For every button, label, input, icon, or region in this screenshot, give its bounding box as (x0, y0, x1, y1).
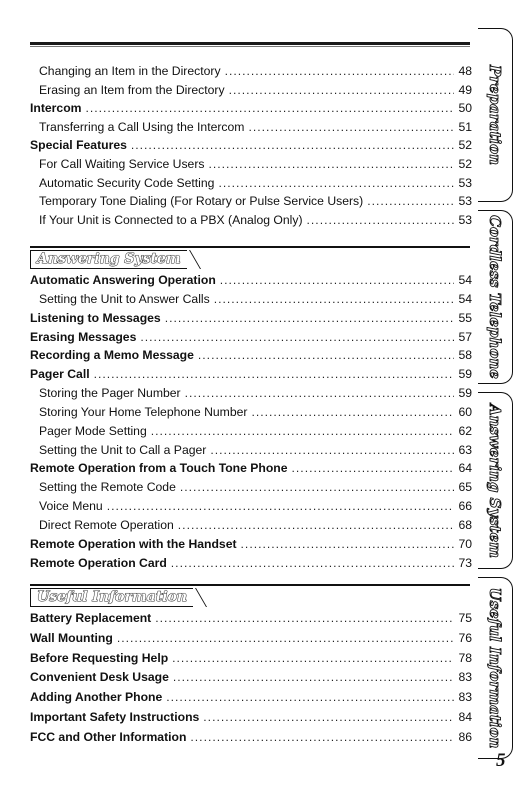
toc-entry-page: 58 (458, 348, 472, 363)
toc-entry[interactable] (30, 348, 472, 367)
toc-entry-page: 62 (458, 423, 472, 438)
toc-entry-title: Pager Mode Setting (39, 423, 147, 438)
toc-entry-title: Erasing Messages (30, 329, 137, 344)
page-number: 5 (496, 750, 506, 771)
toc-entry-page: 76 (458, 630, 472, 645)
side-tab-answering-system[interactable] (478, 392, 513, 569)
toc-entry-page: 78 (458, 650, 472, 665)
toc-entry-page: 65 (458, 480, 472, 495)
toc-entry[interactable] (30, 101, 472, 120)
toc-entry-title: Special Features (30, 138, 127, 153)
toc-entry-page: 83 (458, 690, 472, 705)
side-tab-label: Answering System (486, 403, 504, 558)
toc-section-useful-information (30, 611, 472, 750)
toc-entry[interactable] (30, 157, 472, 176)
toc-entry-page: 86 (458, 729, 472, 744)
dot-leader (218, 176, 454, 190)
toc-entry[interactable] (30, 292, 472, 311)
toc-entry-page: 53 (458, 175, 472, 190)
dot-leader (178, 518, 455, 532)
toc-entry-title: Remote Operation Card (30, 555, 167, 570)
dot-leader (220, 273, 455, 287)
toc-entry-title: Important Safety Instructions (30, 709, 200, 724)
side-tab-preparation[interactable] (478, 28, 513, 202)
dot-leader (173, 670, 455, 684)
toc-entry-page: 64 (458, 461, 472, 476)
dot-leader (210, 443, 454, 457)
toc-entry-page: 75 (458, 611, 472, 625)
dot-leader (85, 101, 454, 115)
toc-entry[interactable] (30, 710, 472, 730)
toc-entry-page: 63 (458, 442, 472, 457)
side-tab-useful-information[interactable] (478, 577, 513, 759)
toc-entry-page: 54 (458, 291, 472, 306)
toc-entry-page: 54 (458, 273, 472, 287)
side-tab-label: Useful Information (486, 587, 504, 749)
toc-entry[interactable] (30, 480, 472, 499)
toc-entry[interactable] (30, 367, 472, 386)
dot-leader (185, 386, 455, 400)
toc-entry-title: Automatic Security Code Setting (39, 175, 215, 190)
toc-entry-title: Transferring a Call Using the Intercom (39, 119, 245, 134)
toc-entry-page: 55 (458, 310, 472, 325)
toc-entry[interactable] (30, 64, 472, 83)
top-rule (30, 42, 470, 45)
dot-leader (166, 690, 454, 704)
toc-entry-page: 53 (458, 194, 472, 209)
toc-entry-title: Temporary Tone Dialing (For Rotary or Pulse Service Users) (39, 194, 364, 209)
top-rule-thin (30, 46, 470, 47)
toc-entry[interactable] (30, 651, 472, 671)
dot-leader (131, 138, 455, 152)
toc-entry[interactable] (30, 120, 472, 139)
toc-entry-title: Setting the Unit to Call a Pager (39, 442, 207, 457)
toc-entry[interactable] (30, 443, 472, 462)
toc-entry-page: 49 (458, 82, 472, 97)
toc-entry[interactable] (30, 556, 472, 575)
section-header-useful-information (30, 584, 470, 608)
dot-leader (198, 348, 455, 362)
toc-entry-title: Battery Replacement (30, 611, 152, 625)
dot-leader (94, 367, 455, 381)
toc-entry-title: Automatic Answering Operation (30, 273, 216, 287)
toc-entry-page: 48 (458, 64, 472, 78)
section-header-answering-system (30, 246, 470, 270)
dot-leader (180, 480, 455, 494)
toc-entry-page: 73 (458, 555, 472, 570)
toc-entry[interactable] (30, 537, 472, 556)
toc-entry-title: Listening to Messages (30, 310, 161, 325)
dot-leader (165, 311, 455, 325)
toc-entry[interactable] (30, 670, 472, 690)
toc-entry-title: Remote Operation with the Handset (30, 536, 237, 551)
dot-leader (107, 499, 455, 513)
toc-entry[interactable] (30, 194, 472, 213)
dot-leader (117, 631, 455, 645)
dot-leader (292, 461, 455, 475)
toc-entry-page: 51 (458, 119, 472, 134)
toc-entry[interactable] (30, 424, 472, 443)
dot-leader (208, 157, 454, 171)
toc-entry-title: Erasing an Item from the Directory (39, 82, 225, 97)
side-tab-label: Preparation (486, 64, 504, 166)
toc-entry-page: 70 (458, 536, 472, 551)
toc-entry[interactable] (30, 138, 472, 157)
dot-leader (229, 83, 455, 97)
toc-entry-title: If Your Unit is Connected to a PBX (Analog Only) (39, 212, 303, 227)
toc-entry-page: 59 (458, 386, 472, 401)
toc-entry[interactable] (30, 518, 472, 537)
toc-entry-page: 52 (458, 138, 472, 153)
toc-entry-title: Storing Your Home Telephone Number (39, 404, 248, 419)
toc-entry-page: 60 (458, 404, 472, 419)
toc-section-continued (30, 64, 472, 231)
dot-leader (241, 537, 455, 551)
toc-entry[interactable] (30, 83, 472, 102)
toc-entry[interactable] (30, 730, 472, 750)
toc-entry-title: Changing an Item in the Directory (39, 64, 221, 78)
toc-entry-page: 57 (458, 329, 472, 344)
toc-entry-title: Before Requesting Help (30, 650, 169, 665)
toc-entry-page: 53 (458, 212, 472, 227)
toc-entry-title: Setting the Remote Code (39, 480, 176, 495)
toc-section-answering-system (30, 273, 472, 575)
toc-entry-title: FCC and Other Information (30, 729, 187, 744)
toc-entry[interactable] (30, 330, 472, 349)
toc-entry[interactable] (30, 405, 472, 424)
toc-entry-title: Pager Call (30, 367, 90, 382)
dot-leader (155, 611, 454, 625)
toc-entry-page: 84 (458, 709, 472, 724)
toc-entry-title: Convenient Desk Usage (30, 670, 169, 685)
dot-leader (214, 292, 455, 306)
dot-leader (190, 730, 454, 744)
toc-entry-title: Recording a Memo Message (30, 348, 194, 363)
toc-entry-title: Wall Mounting (30, 630, 113, 645)
toc-entry[interactable] (30, 611, 472, 631)
toc-entry[interactable] (30, 499, 472, 518)
dot-leader (140, 330, 454, 344)
dot-leader (307, 213, 455, 227)
toc-entry[interactable] (30, 273, 472, 292)
dot-leader (172, 651, 454, 665)
toc-entry-title: Intercom (30, 101, 82, 116)
dot-leader (203, 710, 454, 724)
toc-entry-title: Direct Remote Operation (39, 517, 174, 532)
section-title: Useful Information (30, 588, 193, 607)
toc-entry[interactable] (30, 176, 472, 195)
dot-leader (151, 424, 455, 438)
dot-leader (248, 120, 454, 134)
toc-entry[interactable] (30, 213, 472, 232)
toc-entry[interactable] (30, 386, 472, 405)
toc-entry[interactable] (30, 311, 472, 330)
toc-entry-page: 52 (458, 156, 472, 171)
toc-entry[interactable] (30, 690, 472, 710)
toc-entry-page: 50 (458, 101, 472, 116)
toc-entry-title: Setting the Unit to Answer Calls (39, 291, 210, 306)
toc-entry-title: Voice Menu (39, 499, 103, 514)
dot-leader (251, 405, 454, 419)
toc-entry-page: 83 (458, 670, 472, 685)
dot-leader (367, 194, 454, 208)
toc-entry-page: 68 (458, 517, 472, 532)
toc-entry[interactable] (30, 461, 472, 480)
section-title: Answering System (30, 250, 187, 269)
toc-entry-title: Remote Operation from a Touch Tone Phone (30, 461, 288, 476)
toc-entry-title: Adding Another Phone (30, 690, 163, 705)
toc-entry-page: 66 (458, 499, 472, 514)
toc-entry-page: 59 (458, 367, 472, 382)
toc-entry-title: For Call Waiting Service Users (39, 156, 205, 171)
side-tab-label: Cordless Telephone (486, 215, 504, 379)
toc-entry-title: Storing the Pager Number (39, 386, 181, 401)
dot-leader (225, 64, 455, 78)
toc-entry[interactable] (30, 631, 472, 651)
side-tab-cordless-telephone[interactable] (478, 210, 513, 384)
dot-leader (171, 556, 455, 570)
